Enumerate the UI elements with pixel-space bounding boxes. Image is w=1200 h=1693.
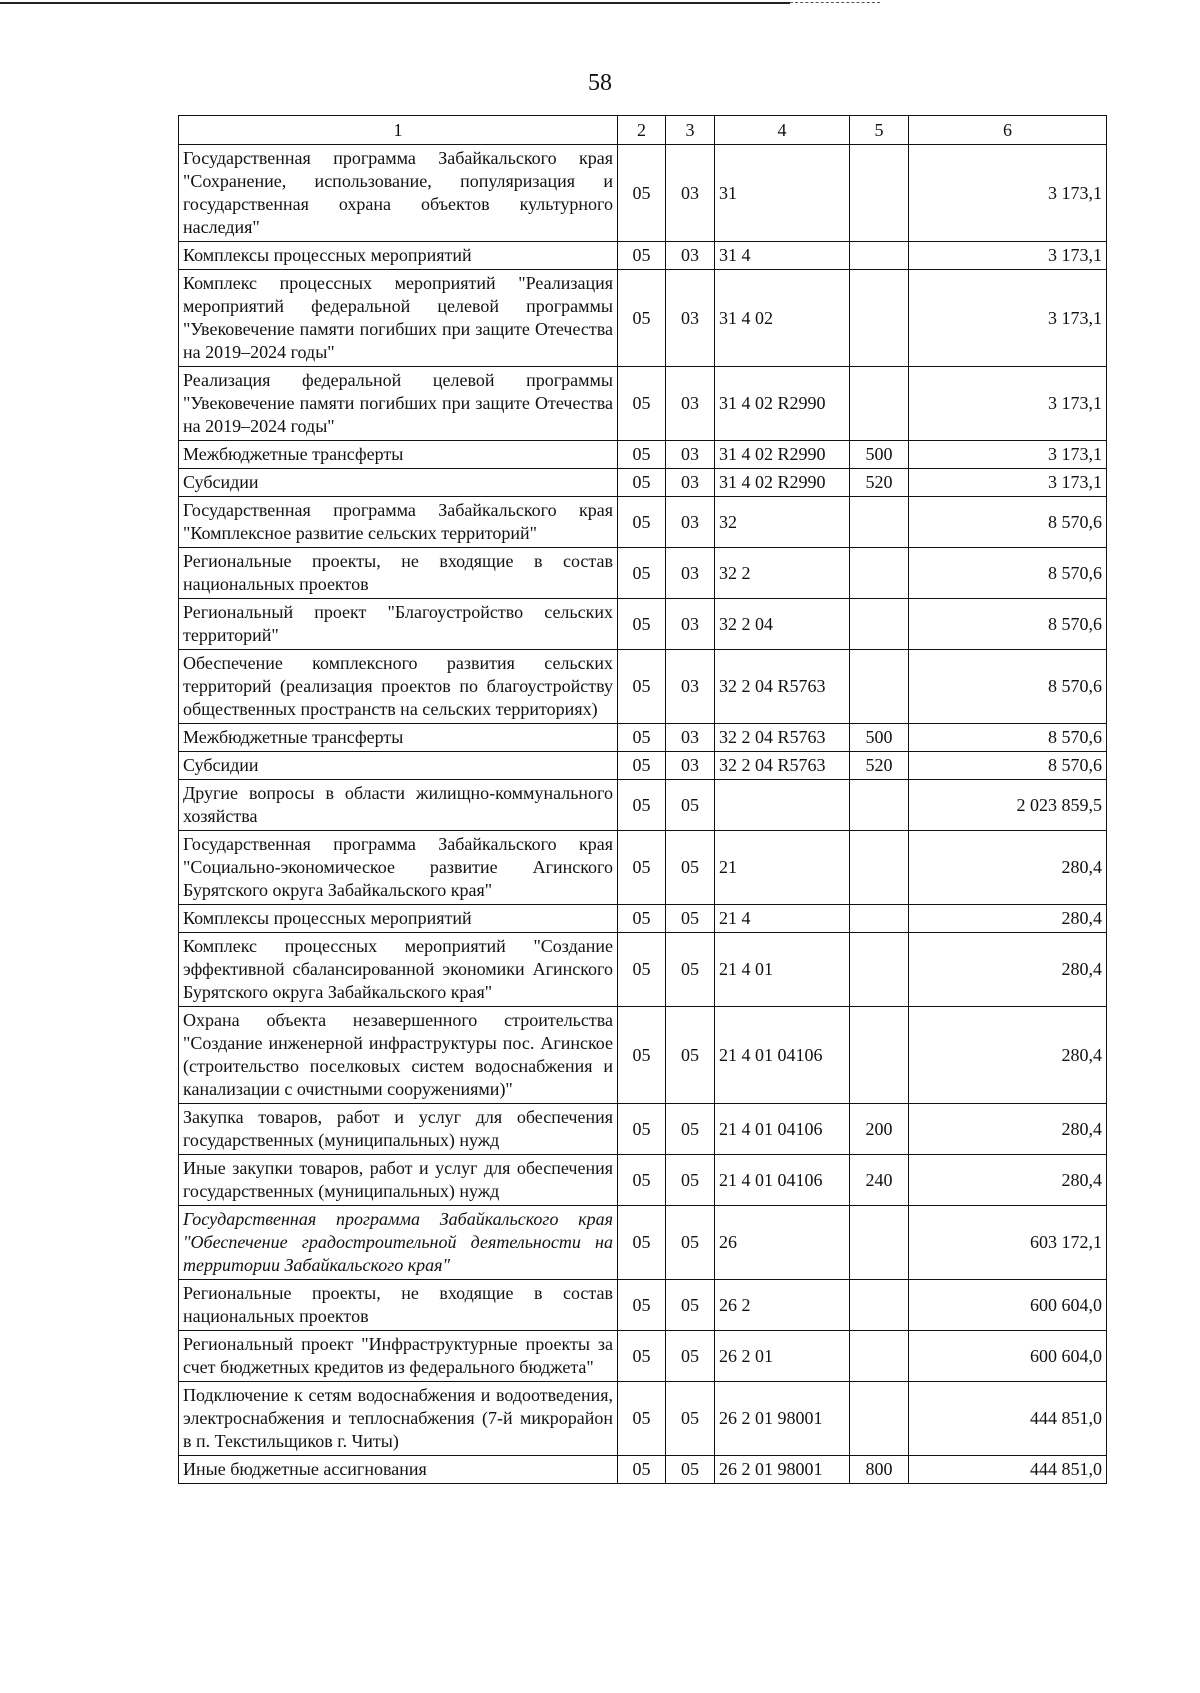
row-expense-type-cell xyxy=(850,1382,909,1456)
row-target-article-cell: 32 2 04 R5763 xyxy=(715,752,850,780)
row-name-cell: Иные бюджетные ассигнования xyxy=(179,1456,618,1484)
row-target-article-cell: 26 2 01 98001 xyxy=(715,1456,850,1484)
row-expense-type-cell xyxy=(850,242,909,270)
row-target-article-cell: 32 2 xyxy=(715,548,850,599)
row-section-cell: 05 xyxy=(618,1104,666,1155)
header-cell-6: 6 xyxy=(909,116,1107,145)
header-cell-1: 1 xyxy=(179,116,618,145)
row-section-cell: 05 xyxy=(618,831,666,905)
row-section-cell: 05 xyxy=(618,780,666,831)
row-subsection-cell: 03 xyxy=(666,599,715,650)
row-expense-type-cell xyxy=(850,1206,909,1280)
row-name-cell: Региональные проекты, не входящие в состав национальных проектов xyxy=(179,1280,618,1331)
row-target-article-cell: 31 4 02 R2990 xyxy=(715,441,850,469)
row-section-cell: 05 xyxy=(618,367,666,441)
row-expense-type-cell xyxy=(850,367,909,441)
table-row xyxy=(179,469,1107,497)
row-target-article-cell: 31 xyxy=(715,145,850,242)
row-target-article-cell: 32 2 04 xyxy=(715,599,850,650)
row-amount-cell: 444 851,0 xyxy=(909,1382,1107,1456)
row-name-cell: Межбюджетные трансферты xyxy=(179,441,618,469)
row-subsection-cell: 03 xyxy=(666,724,715,752)
row-name-cell: Государственная программа Забайкальского края "Комплексное развитие сельских территорий" xyxy=(179,497,618,548)
header-cell-5: 5 xyxy=(850,116,909,145)
row-name-cell: Государственная программа Забайкальского края "Сохранение, использование, популяризация и государственная охрана объектов культурного наследия" xyxy=(179,145,618,242)
row-section-cell: 05 xyxy=(618,1331,666,1382)
row-section-cell: 05 xyxy=(618,752,666,780)
row-subsection-cell: 03 xyxy=(666,650,715,724)
row-amount-cell: 444 851,0 xyxy=(909,1456,1107,1484)
table-row xyxy=(179,1280,1107,1331)
table-row xyxy=(179,933,1107,1007)
row-expense-type-cell xyxy=(850,1007,909,1104)
row-expense-type-cell xyxy=(850,497,909,548)
row-subsection-cell: 05 xyxy=(666,1382,715,1456)
row-expense-type-cell xyxy=(850,145,909,242)
row-section-cell: 05 xyxy=(618,905,666,933)
row-expense-type-cell xyxy=(850,599,909,650)
row-section-cell: 05 xyxy=(618,724,666,752)
row-subsection-cell: 03 xyxy=(666,469,715,497)
row-target-article-cell: 31 4 xyxy=(715,242,850,270)
row-name-cell: Обеспечение комплексного развития сельских территорий (реализация проектов по благоустройству общественных пространств на сельских территориях) xyxy=(179,650,618,724)
row-section-cell: 05 xyxy=(618,1206,666,1280)
row-expense-type-cell xyxy=(850,933,909,1007)
header-cell-2: 2 xyxy=(618,116,666,145)
row-subsection-cell: 05 xyxy=(666,1007,715,1104)
row-target-article-cell: 21 4 01 04106 xyxy=(715,1155,850,1206)
row-expense-type-cell xyxy=(850,780,909,831)
row-name-cell: Охрана объекта незавершенного строительства "Создание инженерной инфраструктуры пос. Агинское (строительство поселковых систем водоснабжения и канализации с очистными сооружениями)" xyxy=(179,1007,618,1104)
row-name-cell: Комплекс процессных мероприятий "Создание эффективной сбалансированной экономики Агинского Бурятского округа Забайкальского края" xyxy=(179,933,618,1007)
row-subsection-cell: 05 xyxy=(666,1280,715,1331)
row-target-article-cell: 26 2 01 98001 xyxy=(715,1382,850,1456)
row-section-cell: 05 xyxy=(618,1155,666,1206)
row-target-article-cell: 21 4 01 xyxy=(715,933,850,1007)
row-section-cell: 05 xyxy=(618,1007,666,1104)
row-amount-cell: 8 570,6 xyxy=(909,752,1107,780)
row-section-cell: 05 xyxy=(618,242,666,270)
row-subsection-cell: 03 xyxy=(666,242,715,270)
row-name-cell: Комплексы процессных мероприятий xyxy=(179,905,618,933)
row-amount-cell: 280,4 xyxy=(909,905,1107,933)
row-target-article-cell: 32 2 04 R5763 xyxy=(715,650,850,724)
row-name-cell: Субсидии xyxy=(179,752,618,780)
row-subsection-cell: 05 xyxy=(666,831,715,905)
row-subsection-cell: 03 xyxy=(666,145,715,242)
row-name-cell: Государственная программа Забайкальского края "Социально-экономическое развитие Агинского Бурятского округа Забайкальского края" xyxy=(179,831,618,905)
table-row xyxy=(179,1007,1107,1104)
row-target-article-cell: 21 4 01 04106 xyxy=(715,1007,850,1104)
table-header-row xyxy=(179,116,1107,145)
table-row xyxy=(179,1382,1107,1456)
row-expense-type-cell: 500 xyxy=(850,724,909,752)
row-expense-type-cell xyxy=(850,905,909,933)
table-row xyxy=(179,831,1107,905)
row-subsection-cell: 05 xyxy=(666,1206,715,1280)
row-amount-cell: 600 604,0 xyxy=(909,1280,1107,1331)
row-expense-type-cell: 200 xyxy=(850,1104,909,1155)
header-cell-4: 4 xyxy=(715,116,850,145)
row-target-article-cell: 26 2 xyxy=(715,1280,850,1331)
table-row xyxy=(179,548,1107,599)
row-section-cell: 05 xyxy=(618,1382,666,1456)
row-amount-cell: 3 173,1 xyxy=(909,242,1107,270)
row-subsection-cell: 05 xyxy=(666,933,715,1007)
row-subsection-cell: 03 xyxy=(666,548,715,599)
table-row xyxy=(179,1456,1107,1484)
row-target-article-cell: 31 4 02 R2990 xyxy=(715,367,850,441)
row-subsection-cell: 03 xyxy=(666,441,715,469)
row-target-article-cell: 31 4 02 xyxy=(715,270,850,367)
row-amount-cell: 603 172,1 xyxy=(909,1206,1107,1280)
row-amount-cell: 600 604,0 xyxy=(909,1331,1107,1382)
row-target-article-cell: 26 2 01 xyxy=(715,1331,850,1382)
budget-table xyxy=(178,115,1107,1484)
row-subsection-cell: 03 xyxy=(666,752,715,780)
row-target-article-cell: 21 xyxy=(715,831,850,905)
top-border-line xyxy=(0,2,790,4)
row-target-article-cell: 26 xyxy=(715,1206,850,1280)
row-name-cell: Подключение к сетям водоснабжения и водоотведения, электроснабжения и теплоснабжения (7-й микрорайон в п. Текстильщиков г. Читы) xyxy=(179,1382,618,1456)
row-section-cell: 05 xyxy=(618,548,666,599)
row-expense-type-cell xyxy=(850,548,909,599)
row-name-cell: Государственная программа Забайкальского края "Обеспечение градостроительной деятельности на территории Забайкальского края" xyxy=(179,1206,618,1280)
top-dashed-line xyxy=(790,2,880,4)
row-name-cell: Комплекс процессных мероприятий "Реализация мероприятий федеральной целевой программы "Увековечение памяти погибших при защите Отечества на 2019–2024 годы" xyxy=(179,270,618,367)
row-name-cell: Иные закупки товаров, работ и услуг для обеспечения государственных (муниципальных) нужд xyxy=(179,1155,618,1206)
row-amount-cell: 280,4 xyxy=(909,1007,1107,1104)
table-row xyxy=(179,724,1107,752)
row-subsection-cell: 05 xyxy=(666,1155,715,1206)
header-cell-3: 3 xyxy=(666,116,715,145)
row-section-cell: 05 xyxy=(618,933,666,1007)
table-row xyxy=(179,242,1107,270)
row-target-article-cell: 32 xyxy=(715,497,850,548)
row-target-article-cell: 21 4 01 04106 xyxy=(715,1104,850,1155)
row-section-cell: 05 xyxy=(618,650,666,724)
table-row xyxy=(179,1104,1107,1155)
row-section-cell: 05 xyxy=(618,497,666,548)
row-section-cell: 05 xyxy=(618,1280,666,1331)
table-row xyxy=(179,752,1107,780)
row-amount-cell: 280,4 xyxy=(909,933,1107,1007)
row-subsection-cell: 03 xyxy=(666,270,715,367)
table-row xyxy=(179,1155,1107,1206)
row-subsection-cell: 05 xyxy=(666,780,715,831)
table-row xyxy=(179,905,1107,933)
row-expense-type-cell: 800 xyxy=(850,1456,909,1484)
row-target-article-cell: 21 4 xyxy=(715,905,850,933)
row-amount-cell: 8 570,6 xyxy=(909,724,1107,752)
row-expense-type-cell: 520 xyxy=(850,469,909,497)
row-expense-type-cell: 500 xyxy=(850,441,909,469)
row-amount-cell: 3 173,1 xyxy=(909,270,1107,367)
row-expense-type-cell xyxy=(850,270,909,367)
row-name-cell: Реализация федеральной целевой программы "Увековечение памяти погибших при защите Отечества на 2019–2024 годы" xyxy=(179,367,618,441)
row-expense-type-cell xyxy=(850,1280,909,1331)
table-row xyxy=(179,650,1107,724)
row-name-cell: Региональный проект "Инфраструктурные проекты за счет бюджетных кредитов из федерального бюджета" xyxy=(179,1331,618,1382)
table-row xyxy=(179,497,1107,548)
row-section-cell: 05 xyxy=(618,145,666,242)
table-row xyxy=(179,1331,1107,1382)
row-section-cell: 05 xyxy=(618,599,666,650)
row-amount-cell: 280,4 xyxy=(909,831,1107,905)
row-amount-cell: 280,4 xyxy=(909,1155,1107,1206)
row-amount-cell: 3 173,1 xyxy=(909,367,1107,441)
row-amount-cell: 8 570,6 xyxy=(909,548,1107,599)
row-name-cell: Межбюджетные трансферты xyxy=(179,724,618,752)
row-name-cell: Закупка товаров, работ и услуг для обеспечения государственных (муниципальных) нужд xyxy=(179,1104,618,1155)
table-row xyxy=(179,599,1107,650)
row-subsection-cell: 03 xyxy=(666,367,715,441)
row-target-article-cell: 32 2 04 R5763 xyxy=(715,724,850,752)
row-name-cell: Региональные проекты, не входящие в состав национальных проектов xyxy=(179,548,618,599)
row-amount-cell: 3 173,1 xyxy=(909,441,1107,469)
row-section-cell: 05 xyxy=(618,441,666,469)
row-amount-cell: 8 570,6 xyxy=(909,650,1107,724)
row-expense-type-cell: 520 xyxy=(850,752,909,780)
row-name-cell: Региональный проект "Благоустройство сельских территорий" xyxy=(179,599,618,650)
row-name-cell: Другие вопросы в области жилищно-коммунального хозяйства xyxy=(179,780,618,831)
row-subsection-cell: 05 xyxy=(666,1456,715,1484)
row-amount-cell: 280,4 xyxy=(909,1104,1107,1155)
table-row xyxy=(179,1206,1107,1280)
row-subsection-cell: 05 xyxy=(666,905,715,933)
row-amount-cell: 8 570,6 xyxy=(909,497,1107,548)
table-row xyxy=(179,441,1107,469)
row-section-cell: 05 xyxy=(618,270,666,367)
page-number: 58 xyxy=(588,70,612,96)
row-target-article-cell xyxy=(715,780,850,831)
row-subsection-cell: 05 xyxy=(666,1331,715,1382)
row-expense-type-cell xyxy=(850,1331,909,1382)
row-expense-type-cell xyxy=(850,831,909,905)
row-expense-type-cell xyxy=(850,650,909,724)
row-expense-type-cell: 240 xyxy=(850,1155,909,1206)
row-amount-cell: 3 173,1 xyxy=(909,145,1107,242)
row-amount-cell: 2 023 859,5 xyxy=(909,780,1107,831)
table-row xyxy=(179,780,1107,831)
table-row xyxy=(179,145,1107,242)
row-section-cell: 05 xyxy=(618,1456,666,1484)
row-section-cell: 05 xyxy=(618,469,666,497)
row-amount-cell: 8 570,6 xyxy=(909,599,1107,650)
row-name-cell: Комплексы процессных мероприятий xyxy=(179,242,618,270)
row-subsection-cell: 05 xyxy=(666,1104,715,1155)
row-target-article-cell: 31 4 02 R2990 xyxy=(715,469,850,497)
table-row xyxy=(179,367,1107,441)
row-name-cell: Субсидии xyxy=(179,469,618,497)
table-row xyxy=(179,270,1107,367)
row-subsection-cell: 03 xyxy=(666,497,715,548)
row-amount-cell: 3 173,1 xyxy=(909,469,1107,497)
